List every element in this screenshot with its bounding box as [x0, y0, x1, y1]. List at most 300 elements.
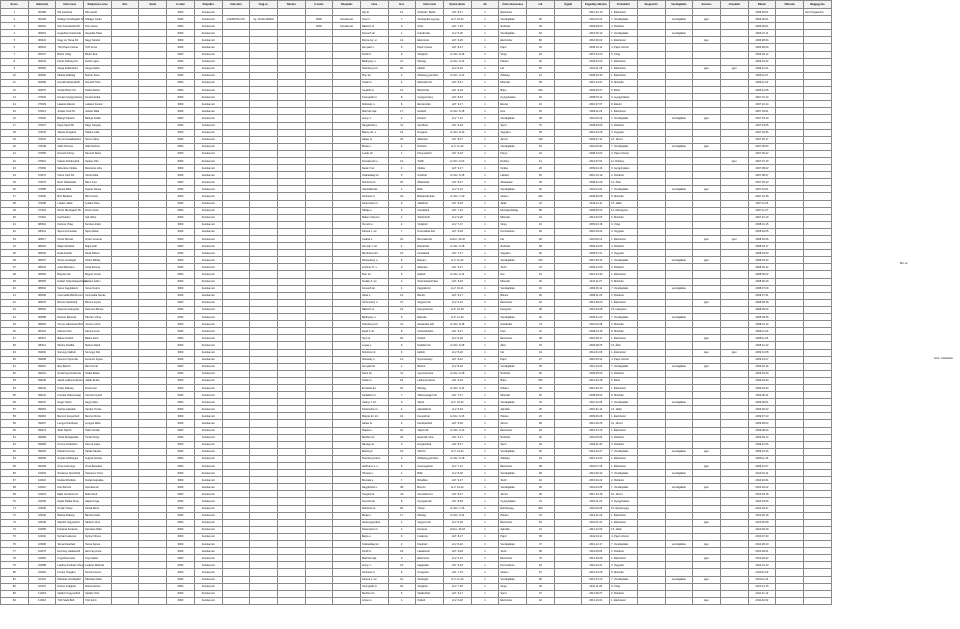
table-cell: H-V: 12-22 [444, 484, 472, 491]
table-cell [111, 505, 139, 512]
table-cell [637, 257, 665, 264]
table-cell [720, 51, 748, 58]
table-cell: Élelmiszer [499, 463, 527, 470]
table-cell [333, 597, 361, 604]
table-cell [637, 384, 665, 391]
table-cell: 2008.01.29 [582, 179, 610, 186]
table-cell [776, 448, 804, 455]
table-cell: 48 [527, 236, 555, 243]
table-cell: 7. Vendéglátás [610, 115, 638, 122]
table-cell: Textil [499, 477, 527, 484]
table-cell [665, 228, 693, 235]
table-cell [111, 420, 139, 427]
table-cell: Kecskemét [194, 562, 222, 569]
table-cell: 08/101 [28, 328, 56, 335]
table-cell: Kecskemét [194, 136, 222, 143]
table-cell: 40 [1, 285, 29, 292]
table-cell: 6000 [167, 590, 195, 597]
table-cell: Kecskemét [194, 533, 222, 540]
table-cell: Tatár Tejbolt [56, 427, 84, 434]
table-cell: Hal [499, 271, 527, 278]
table-cell: Kecskemét [194, 463, 222, 470]
table-cell [333, 512, 361, 519]
table-cell [250, 292, 278, 299]
table-cell [693, 306, 721, 313]
table-cell: Hornyik J. krt. [360, 243, 388, 250]
table-cell: H-P: 7-16 [444, 207, 472, 214]
table-cell [305, 179, 333, 186]
table-cell [637, 228, 665, 235]
table-cell [139, 356, 167, 363]
table-cell [277, 335, 305, 342]
table-cell: 2010.07.07 [582, 101, 610, 108]
table-cell: 1 [471, 519, 499, 526]
table-cell: 3. Vegyiáru [610, 250, 638, 257]
table-cell [222, 484, 250, 491]
table-cell: Kecskemét [194, 58, 222, 65]
table-cell [665, 477, 693, 484]
table-cell [222, 505, 250, 512]
table-cell [305, 576, 333, 583]
table-cell: 1. [388, 150, 416, 157]
table-cell: 6000 [167, 157, 195, 164]
table-cell [665, 590, 693, 597]
table-cell: Élelmiszer [499, 37, 527, 44]
table-cell [139, 193, 167, 200]
table-cell [111, 569, 139, 576]
table-cell: 1 [471, 264, 499, 271]
table-cell [222, 356, 250, 363]
table-cell: 1 [471, 342, 499, 349]
table-cell: 2006.11.22 [748, 79, 776, 86]
table-cell: 56 [527, 363, 555, 370]
table-row [1, 207, 832, 214]
table-cell [665, 548, 693, 555]
table-cell: H-V: 8-22 [444, 541, 472, 548]
table-cell [222, 87, 250, 94]
table-cell: Ékszerüzlet [416, 101, 444, 108]
table-cell [720, 583, 748, 590]
table-cell: H-P: 8-16 [444, 94, 472, 101]
table-cell: 2008.02.05 [748, 228, 776, 235]
table-cell [554, 597, 582, 604]
table-cell [111, 250, 139, 257]
table-cell [222, 384, 250, 391]
table-cell [665, 172, 693, 179]
table-cell [277, 562, 305, 569]
table-cell [554, 491, 582, 498]
table-cell: Horgászbolt [416, 441, 444, 448]
table-cell: 6000 [167, 370, 195, 377]
table-cell: Antal Zsuzsa [84, 264, 112, 271]
table-cell: Olimpia u. [360, 470, 388, 477]
table-cell [139, 108, 167, 115]
table-cell [250, 101, 278, 108]
table-cell [665, 406, 693, 413]
table-cell: 2008.01.15 [748, 221, 776, 228]
table-cell [139, 292, 167, 299]
table-cell: Műszaki bolt [416, 79, 444, 86]
table-cell: 22 [527, 44, 555, 51]
table-cell: 2011.03.15 [582, 16, 610, 23]
table-cell [665, 101, 693, 108]
table-cell [277, 463, 305, 470]
table-cell: 7. [388, 477, 416, 484]
table-cell: Gyógynövény [416, 94, 444, 101]
table-cell: 2011.08.12 [582, 236, 610, 243]
table-row [1, 23, 832, 30]
table-cell [222, 512, 250, 519]
table-cell [637, 94, 665, 101]
table-cell: 1 [471, 533, 499, 540]
table-cell [554, 37, 582, 44]
table-cell: igen [693, 463, 721, 470]
table-cell [803, 306, 831, 313]
table-cell: Virág [499, 221, 527, 228]
table-cell: 2007.06.04 [748, 143, 776, 150]
table-cell [637, 569, 665, 576]
table-cell: 1 [471, 299, 499, 306]
table-cell: 7. [388, 228, 416, 235]
table-cell: Kecskemét [194, 541, 222, 548]
table-cell: H-P: 8-17 [444, 79, 472, 86]
table-cell: Méteráru [416, 264, 444, 271]
table-cell: vendéglátás [665, 484, 693, 491]
table-cell [776, 278, 804, 285]
table-cell [305, 221, 333, 228]
table-cell: Medve Kisállat [56, 342, 84, 349]
table-cell [554, 72, 582, 79]
table-row [1, 87, 832, 94]
table-cell [333, 370, 361, 377]
table-cell [803, 207, 831, 214]
table-cell: Tóth Ernő [84, 597, 112, 604]
table-cell: Kecskemét [194, 157, 222, 164]
table-cell: 70 [527, 122, 555, 129]
table-cell [665, 9, 693, 16]
table-cell [111, 370, 139, 377]
table-cell: Háztartási [499, 321, 527, 328]
table-cell [277, 597, 305, 604]
table-cell [665, 157, 693, 164]
table-cell [333, 463, 361, 470]
table-cell: Veres Fagylaltozó [56, 285, 84, 292]
table-cell: 9. [388, 349, 416, 356]
table-cell [222, 221, 250, 228]
table-cell: 13. Játék [610, 200, 638, 207]
table-cell [333, 186, 361, 193]
table-cell: 58 [527, 463, 555, 470]
table-cell: 14 [1, 101, 29, 108]
table-cell: Kecskemét [194, 108, 222, 115]
table-cell [222, 590, 250, 597]
table-cell [803, 569, 831, 576]
table-cell [333, 79, 361, 86]
table-cell [803, 342, 831, 349]
table-cell [554, 292, 582, 299]
table-cell [277, 590, 305, 597]
table-cell: 2012.03.26 [582, 569, 610, 576]
table-cell [111, 79, 139, 86]
table-cell [693, 193, 721, 200]
table-cell: 08/050 [28, 271, 56, 278]
table-cell: 2009.05.11 [748, 392, 776, 399]
table-cell [222, 172, 250, 179]
table-cell: 2010.04.27 [748, 505, 776, 512]
table-cell: 72 [527, 541, 555, 548]
table-cell: 2008.04.03 [748, 250, 776, 257]
table-cell [720, 484, 748, 491]
table-cell [720, 23, 748, 30]
table-cell: Vendéglátás [499, 576, 527, 583]
table-cell: Nagy Sándor [84, 37, 112, 44]
table-cell: Hunyadi tér [360, 363, 388, 370]
table-cell: 2009.05.06 [582, 370, 610, 377]
table-cell: 16. [388, 413, 416, 420]
table-cell [637, 441, 665, 448]
table-cell: Kocsis Ferenc [84, 569, 112, 576]
table-cell: Csongrádi út [360, 94, 388, 101]
table-cell: Bíró Károly [84, 193, 112, 200]
table-cell [277, 58, 305, 65]
table-cell: 72 [1, 512, 29, 519]
table-row [1, 306, 832, 313]
table-cell [222, 470, 250, 477]
table-cell: Kecskemét [194, 207, 222, 214]
table-cell: 46 [1, 328, 29, 335]
table-cell: Dobó krt. [360, 370, 388, 377]
table-cell [333, 562, 361, 569]
table-cell: 2010.06.08 [748, 519, 776, 526]
table-cell: 6000 [167, 108, 195, 115]
table-cell [720, 576, 748, 583]
table-cell: H-Szo: 10-20 [444, 236, 472, 243]
table-cell [333, 179, 361, 186]
table-cell: Szűcs Mihály [84, 257, 112, 264]
table-cell: 2006.12.05 [748, 87, 776, 94]
table-cell [693, 498, 721, 505]
table-cell [139, 484, 167, 491]
table-cell: Élelmiszer [499, 427, 527, 434]
table-cell [637, 16, 665, 23]
table-cell [305, 526, 333, 533]
table-cell: 9. [388, 51, 416, 58]
table-cell: Húsbolt [416, 108, 444, 115]
table-cell: 5. [388, 342, 416, 349]
table-cell [111, 306, 139, 313]
table-cell: 7. [388, 16, 416, 23]
table-cell [277, 30, 305, 37]
table-cell: Bíró Barkács [56, 193, 84, 200]
table-cell [305, 236, 333, 243]
table-cell: Németh Klára [84, 150, 112, 157]
table-row [1, 193, 832, 200]
table-cell: igen [693, 363, 721, 370]
table-cell [554, 484, 582, 491]
table-cell: 2008.06.30 [582, 72, 610, 79]
table-cell: Pataki Sándor [84, 448, 112, 455]
table-cell [776, 94, 804, 101]
table-cell [720, 172, 748, 179]
table-row [1, 150, 832, 157]
table-row [1, 377, 832, 384]
table-cell [250, 384, 278, 391]
table-cell: 34 [1, 243, 29, 250]
table-cell: 2010.05.10 [582, 30, 610, 37]
table-cell: vendéglátás [665, 16, 693, 23]
table-cell: 61 [1, 434, 29, 441]
table-cell: 1 [471, 292, 499, 299]
table-row [1, 179, 832, 186]
table-cell: Kiskőrösi út [360, 505, 388, 512]
table-cell: Arany J. [360, 562, 388, 569]
table-cell [720, 342, 748, 349]
table-cell: Ferenczi Ágota [84, 356, 112, 363]
table-cell [665, 427, 693, 434]
table-cell [665, 420, 693, 427]
table-cell: 2009.08.26 [582, 342, 610, 349]
table-cell [111, 157, 139, 164]
table-cell: 20 [527, 94, 555, 101]
table-cell [776, 420, 804, 427]
table-cell [803, 44, 831, 51]
table-cell: H-P: 8-16 [444, 356, 472, 363]
table-cell [693, 58, 721, 65]
table-cell [250, 150, 278, 157]
table-cell: 27 [527, 356, 555, 363]
table-cell: Tarnai Kávéház [56, 541, 84, 548]
table-cell [803, 548, 831, 555]
table-cell [554, 143, 582, 150]
table-cell: Pál László [84, 9, 112, 16]
table-cell [720, 519, 748, 526]
table-cell: Kisbolt [416, 335, 444, 342]
table-cell [139, 94, 167, 101]
table-cell: 6000 [167, 363, 195, 370]
table-cell [637, 243, 665, 250]
table-cell [693, 583, 721, 590]
table-cell [803, 278, 831, 285]
table-cell: Vadász Ottó [84, 590, 112, 597]
table-cell: 19. [388, 129, 416, 136]
table-cell: 7. [388, 392, 416, 399]
table-cell: 2010.10.04 [582, 455, 610, 462]
table-cell: 34 [527, 264, 555, 271]
table-cell [720, 186, 748, 193]
table-cell: 6000 [167, 491, 195, 498]
table-cell: Halbolt [416, 271, 444, 278]
table-cell [803, 512, 831, 519]
table-cell [637, 157, 665, 164]
table-cell: 06/052 [28, 65, 56, 72]
table-cell [250, 434, 278, 441]
table-cell [277, 363, 305, 370]
table-cell: H-P: 9-18 [444, 562, 472, 569]
table-cell: 3. Gyógyhatású [610, 165, 638, 172]
table-cell: Élelmiszer [499, 555, 527, 562]
table-cell: 2008.03.17 [748, 243, 776, 250]
table-cell: 6. [388, 207, 416, 214]
table-cell [111, 58, 139, 65]
table-cell: 5. [388, 172, 416, 179]
table-cell: Jakab Endre [84, 377, 112, 384]
table-cell: H-V: 9-20 [444, 214, 472, 221]
table-cell: Halasi út [360, 420, 388, 427]
table-cell: Kecskemét [194, 23, 222, 30]
table-cell: Fotószaküzlet [416, 328, 444, 335]
table-cell [803, 250, 831, 257]
table-cell [720, 306, 748, 313]
table-cell [776, 321, 804, 328]
table-cell: Cukrászda [416, 30, 444, 37]
table-cell: 2008.04.24 [748, 257, 776, 264]
table-cell [305, 441, 333, 448]
table-cell [139, 441, 167, 448]
table-cell: 6000 [167, 172, 195, 179]
table-cell: 2007.09.13 [748, 179, 776, 186]
table-cell: Dózsa Gy. út [360, 37, 388, 44]
table-cell [637, 321, 665, 328]
table-cell: Erzsébet krt. [360, 384, 388, 391]
table-cell: 11. [388, 370, 416, 377]
table-cell: H-P: 6-20 [444, 37, 472, 44]
table-cell [277, 392, 305, 399]
table-cell [776, 342, 804, 349]
table-cell: 10/062 [28, 533, 56, 540]
table-cell [693, 491, 721, 498]
table-cell: Balogh Zoltán [84, 115, 112, 122]
table-cell [222, 44, 250, 51]
table-cell: 6000 [167, 101, 195, 108]
table-row [1, 200, 832, 207]
table-cell [693, 250, 721, 257]
table-cell [277, 413, 305, 420]
table-cell [803, 321, 831, 328]
table-cell [637, 541, 665, 548]
table-cell: 2008.03.12 [582, 94, 610, 101]
table-cell: H-Szo: 9-18 [444, 243, 472, 250]
table-cell: Vendéglátás [499, 115, 527, 122]
table-cell: Kecskemét [194, 94, 222, 101]
table-cell: 2012.04.18 [582, 377, 610, 384]
table-cell: Rácz Imre [84, 179, 112, 186]
table-cell: 2010.08.17 [582, 335, 610, 342]
table-cell [305, 243, 333, 250]
table-cell: Kecskemét [194, 214, 222, 221]
table-cell [803, 172, 831, 179]
table-cell [665, 413, 693, 420]
table-cell [277, 569, 305, 576]
table-cell: 1. Élelmiszer [610, 427, 638, 434]
table-cell: 1. Élelmiszer [610, 463, 638, 470]
table-cell [305, 470, 333, 477]
table-cell [139, 23, 167, 30]
table-cell: 2010.09.22 [748, 555, 776, 562]
table-cell: Hegyi Teázó [56, 399, 84, 406]
table-cell: 54 [1, 384, 29, 391]
table-cell [665, 299, 693, 306]
table-cell [111, 51, 139, 58]
table-cell: 21 [527, 526, 555, 533]
table-cell: Kecskemét [194, 363, 222, 370]
table-cell: Illés Kornél [84, 363, 112, 370]
table-cell: 6000 [167, 349, 195, 356]
table-cell [333, 328, 361, 335]
table-cell [277, 498, 305, 505]
column-header: Ügyfél [554, 1, 582, 9]
table-cell: Optika [416, 165, 444, 172]
table-cell [776, 157, 804, 164]
